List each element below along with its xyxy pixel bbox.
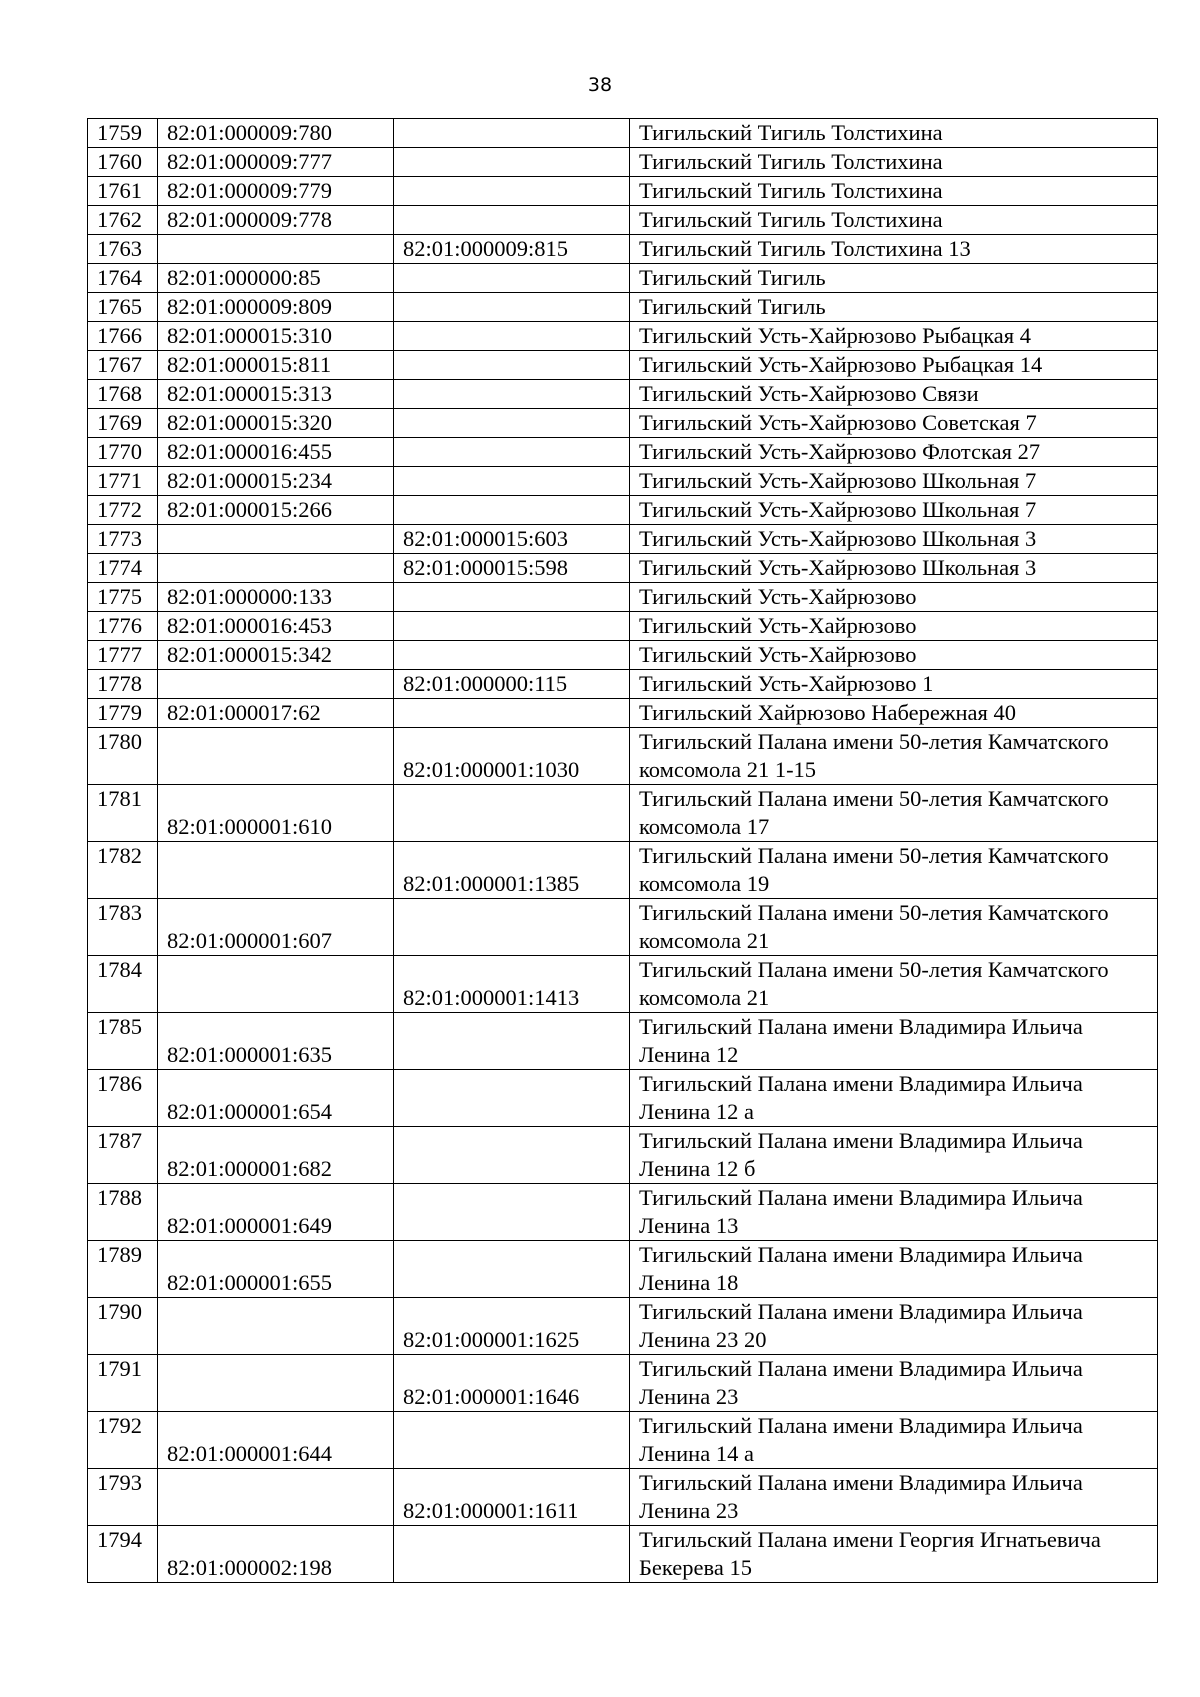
cadastral-number-cell: 82:01:000001:610 [158, 785, 394, 842]
row-number: 1761 [88, 177, 158, 206]
linked-cadastral-number-cell: 82:01:000001:1030 [394, 728, 630, 785]
linked-cadastral-number-cell: 82:01:000015:603 [394, 525, 630, 554]
row-number: 1775 [88, 583, 158, 612]
row-number: 1759 [88, 119, 158, 148]
table-row [88, 351, 1158, 380]
linked-cadastral-number-cell [394, 1013, 630, 1070]
table-row [88, 785, 1158, 842]
linked-cadastral-number-cell [394, 583, 630, 612]
address-cell: Тигильский Усть-Хайрюзово Связи [630, 380, 1158, 409]
address-cell: Тигильский Палана имени Владимира Ильича Ленина 14 а [630, 1412, 1158, 1469]
address-cell: Тигильский Палана имени Владимира Ильича Ленина 12 [630, 1013, 1158, 1070]
address-cell: Тигильский Усть-Хайрюзово Советская 7 [630, 409, 1158, 438]
address-cell: Тигильский Палана имени Владимира Ильича Ленина 23 [630, 1469, 1158, 1526]
table-row [88, 1070, 1158, 1127]
address-cell: Тигильский Тигиль Толстихина [630, 148, 1158, 177]
cadastral-number-cell: 82:01:000001:644 [158, 1412, 394, 1469]
row-number: 1768 [88, 380, 158, 409]
address-cell: Тигильский Усть-Хайрюзово Флотская 27 [630, 438, 1158, 467]
cadastral-number-cell [158, 842, 394, 899]
row-number: 1786 [88, 1070, 158, 1127]
table-row [88, 1355, 1158, 1412]
linked-cadastral-number-cell: 82:01:000001:1611 [394, 1469, 630, 1526]
registry-table-body [88, 119, 1158, 1583]
linked-cadastral-number-cell: 82:01:000001:1625 [394, 1298, 630, 1355]
row-number: 1788 [88, 1184, 158, 1241]
row-number: 1785 [88, 1013, 158, 1070]
linked-cadastral-number-cell [394, 641, 630, 670]
linked-cadastral-number-cell [394, 1412, 630, 1469]
linked-cadastral-number-cell [394, 438, 630, 467]
cadastral-number-cell: 82:01:000015:313 [158, 380, 394, 409]
table-row [88, 322, 1158, 351]
linked-cadastral-number-cell: 82:01:000001:1646 [394, 1355, 630, 1412]
linked-cadastral-number-cell [394, 899, 630, 956]
cadastral-number-cell: 82:01:000001:649 [158, 1184, 394, 1241]
address-cell: Тигильский Палана имени 50-летия Камчатского комсомола 17 [630, 785, 1158, 842]
row-number: 1774 [88, 554, 158, 583]
linked-cadastral-number-cell: 82:01:000001:1385 [394, 842, 630, 899]
row-number: 1764 [88, 264, 158, 293]
address-cell: Тигильский Палана имени Георгия Игнатьевича Бекерева 15 [630, 1526, 1158, 1583]
row-number: 1776 [88, 612, 158, 641]
row-number: 1763 [88, 235, 158, 264]
linked-cadastral-number-cell [394, 380, 630, 409]
cadastral-number-cell: 82:01:000015:320 [158, 409, 394, 438]
cadastral-number-cell: 82:01:000009:777 [158, 148, 394, 177]
table-row [88, 438, 1158, 467]
address-cell: Тигильский Тигиль [630, 264, 1158, 293]
cadastral-number-cell [158, 525, 394, 554]
address-cell: Тигильский Палана имени Владимира Ильича Ленина 12 б [630, 1127, 1158, 1184]
linked-cadastral-number-cell [394, 1184, 630, 1241]
table-row [88, 583, 1158, 612]
linked-cadastral-number-cell [394, 1070, 630, 1127]
address-cell: Тигильский Палана имени 50-летия Камчатского комсомола 21 [630, 899, 1158, 956]
address-cell: Тигильский Тигиль [630, 293, 1158, 322]
row-number: 1770 [88, 438, 158, 467]
cadastral-number-cell: 82:01:000001:655 [158, 1241, 394, 1298]
row-number: 1772 [88, 496, 158, 525]
table-row [88, 235, 1158, 264]
row-number: 1773 [88, 525, 158, 554]
row-number: 1765 [88, 293, 158, 322]
row-number: 1791 [88, 1355, 158, 1412]
registry-table [87, 118, 1158, 1583]
cadastral-number-cell [158, 1298, 394, 1355]
address-cell: Тигильский Усть-Хайрюзово 1 [630, 670, 1158, 699]
cadastral-number-cell: 82:01:000002:198 [158, 1526, 394, 1583]
address-cell: Тигильский Палана имени Владимира Ильича Ленина 23 20 [630, 1298, 1158, 1355]
row-number: 1767 [88, 351, 158, 380]
linked-cadastral-number-cell: 82:01:000000:115 [394, 670, 630, 699]
address-cell: Тигильский Усть-Хайрюзово Школьная 3 [630, 525, 1158, 554]
cadastral-number-cell [158, 956, 394, 1013]
cadastral-number-cell: 82:01:000015:310 [158, 322, 394, 351]
linked-cadastral-number-cell [394, 496, 630, 525]
address-cell: Тигильский Усть-Хайрюзово Школьная 7 [630, 496, 1158, 525]
row-number: 1792 [88, 1412, 158, 1469]
row-number: 1793 [88, 1469, 158, 1526]
linked-cadastral-number-cell [394, 699, 630, 728]
row-number: 1787 [88, 1127, 158, 1184]
cadastral-number-cell: 82:01:000001:654 [158, 1070, 394, 1127]
cadastral-number-cell [158, 235, 394, 264]
linked-cadastral-number-cell [394, 612, 630, 641]
table-row [88, 496, 1158, 525]
address-cell: Тигильский Палана имени 50-летия Камчатского комсомола 21 1-15 [630, 728, 1158, 785]
address-cell: Тигильский Палана имени Владимира Ильича Ленина 13 [630, 1184, 1158, 1241]
table-row [88, 641, 1158, 670]
cadastral-number-cell [158, 1469, 394, 1526]
address-cell: Тигильский Тигиль Толстихина 13 [630, 235, 1158, 264]
cadastral-number-cell [158, 554, 394, 583]
table-row [88, 119, 1158, 148]
cadastral-number-cell [158, 670, 394, 699]
row-number: 1781 [88, 785, 158, 842]
table-row [88, 1526, 1158, 1583]
cadastral-number-cell [158, 728, 394, 785]
cadastral-number-cell: 82:01:000009:779 [158, 177, 394, 206]
table-row [88, 842, 1158, 899]
table-row [88, 1241, 1158, 1298]
table-row [88, 380, 1158, 409]
row-number: 1784 [88, 956, 158, 1013]
address-cell: Тигильский Хайрюзово Набережная 40 [630, 699, 1158, 728]
row-number: 1779 [88, 699, 158, 728]
linked-cadastral-number-cell [394, 264, 630, 293]
linked-cadastral-number-cell [394, 1241, 630, 1298]
row-number: 1783 [88, 899, 158, 956]
row-number: 1789 [88, 1241, 158, 1298]
address-cell: Тигильский Усть-Хайрюзово [630, 583, 1158, 612]
linked-cadastral-number-cell [394, 1526, 630, 1583]
table-row [88, 206, 1158, 235]
linked-cadastral-number-cell [394, 409, 630, 438]
linked-cadastral-number-cell: 82:01:000001:1413 [394, 956, 630, 1013]
table-row [88, 699, 1158, 728]
linked-cadastral-number-cell [394, 322, 630, 351]
cadastral-number-cell: 82:01:000015:266 [158, 496, 394, 525]
row-number: 1790 [88, 1298, 158, 1355]
row-number: 1778 [88, 670, 158, 699]
table-row [88, 409, 1158, 438]
address-cell: Тигильский Тигиль Толстихина [630, 177, 1158, 206]
linked-cadastral-number-cell [394, 1127, 630, 1184]
table-row [88, 1013, 1158, 1070]
table-row [88, 264, 1158, 293]
linked-cadastral-number-cell [394, 293, 630, 322]
table-row [88, 1298, 1158, 1355]
linked-cadastral-number-cell [394, 206, 630, 235]
address-cell: Тигильский Тигиль Толстихина [630, 119, 1158, 148]
linked-cadastral-number-cell [394, 148, 630, 177]
cadastral-number-cell: 82:01:000001:607 [158, 899, 394, 956]
row-number: 1760 [88, 148, 158, 177]
cadastral-number-cell: 82:01:000009:809 [158, 293, 394, 322]
table-row [88, 899, 1158, 956]
table-row [88, 728, 1158, 785]
table-row [88, 1184, 1158, 1241]
cadastral-number-cell: 82:01:000015:234 [158, 467, 394, 496]
table-row [88, 1469, 1158, 1526]
cadastral-number-cell: 82:01:000001:682 [158, 1127, 394, 1184]
address-cell: Тигильский Усть-Хайрюзово Школьная 7 [630, 467, 1158, 496]
table-row [88, 148, 1158, 177]
row-number: 1780 [88, 728, 158, 785]
address-cell: Тигильский Палана имени 50-летия Камчатского комсомола 19 [630, 842, 1158, 899]
cadastral-number-cell: 82:01:000001:635 [158, 1013, 394, 1070]
row-number: 1771 [88, 467, 158, 496]
linked-cadastral-number-cell [394, 351, 630, 380]
linked-cadastral-number-cell: 82:01:000009:815 [394, 235, 630, 264]
address-cell: Тигильский Палана имени 50-летия Камчатского комсомола 21 [630, 956, 1158, 1013]
address-cell: Тигильский Усть-Хайрюзово [630, 612, 1158, 641]
cadastral-number-cell: 82:01:000016:453 [158, 612, 394, 641]
table-row [88, 1412, 1158, 1469]
address-cell: Тигильский Палана имени Владимира Ильича Ленина 12 а [630, 1070, 1158, 1127]
address-cell: Тигильский Усть-Хайрюзово [630, 641, 1158, 670]
table-row [88, 177, 1158, 206]
address-cell: Тигильский Усть-Хайрюзово Рыбацкая 4 [630, 322, 1158, 351]
cadastral-number-cell: 82:01:000000:133 [158, 583, 394, 612]
cadastral-number-cell: 82:01:000015:811 [158, 351, 394, 380]
linked-cadastral-number-cell [394, 467, 630, 496]
table-row [88, 467, 1158, 496]
row-number: 1782 [88, 842, 158, 899]
address-cell: Тигильский Палана имени Владимира Ильича Ленина 23 [630, 1355, 1158, 1412]
table-row [88, 670, 1158, 699]
table-row [88, 1127, 1158, 1184]
table-row [88, 612, 1158, 641]
table-row [88, 525, 1158, 554]
row-number: 1769 [88, 409, 158, 438]
row-number: 1794 [88, 1526, 158, 1583]
table-row [88, 956, 1158, 1013]
row-number: 1777 [88, 641, 158, 670]
cadastral-number-cell: 82:01:000015:342 [158, 641, 394, 670]
linked-cadastral-number-cell [394, 785, 630, 842]
cadastral-number-cell: 82:01:000009:778 [158, 206, 394, 235]
cadastral-number-cell: 82:01:000000:85 [158, 264, 394, 293]
cadastral-number-cell: 82:01:000017:62 [158, 699, 394, 728]
cadastral-number-cell: 82:01:000009:780 [158, 119, 394, 148]
row-number: 1762 [88, 206, 158, 235]
linked-cadastral-number-cell: 82:01:000015:598 [394, 554, 630, 583]
address-cell: Тигильский Усть-Хайрюзово Школьная 3 [630, 554, 1158, 583]
address-cell: Тигильский Усть-Хайрюзово Рыбацкая 14 [630, 351, 1158, 380]
cadastral-number-cell: 82:01:000016:455 [158, 438, 394, 467]
row-number: 1766 [88, 322, 158, 351]
page-number: 38 [587, 74, 613, 96]
linked-cadastral-number-cell [394, 119, 630, 148]
address-cell: Тигильский Палана имени Владимира Ильича Ленина 18 [630, 1241, 1158, 1298]
address-cell: Тигильский Тигиль Толстихина [630, 206, 1158, 235]
table-row [88, 554, 1158, 583]
table-row [88, 293, 1158, 322]
linked-cadastral-number-cell [394, 177, 630, 206]
cadastral-number-cell [158, 1355, 394, 1412]
